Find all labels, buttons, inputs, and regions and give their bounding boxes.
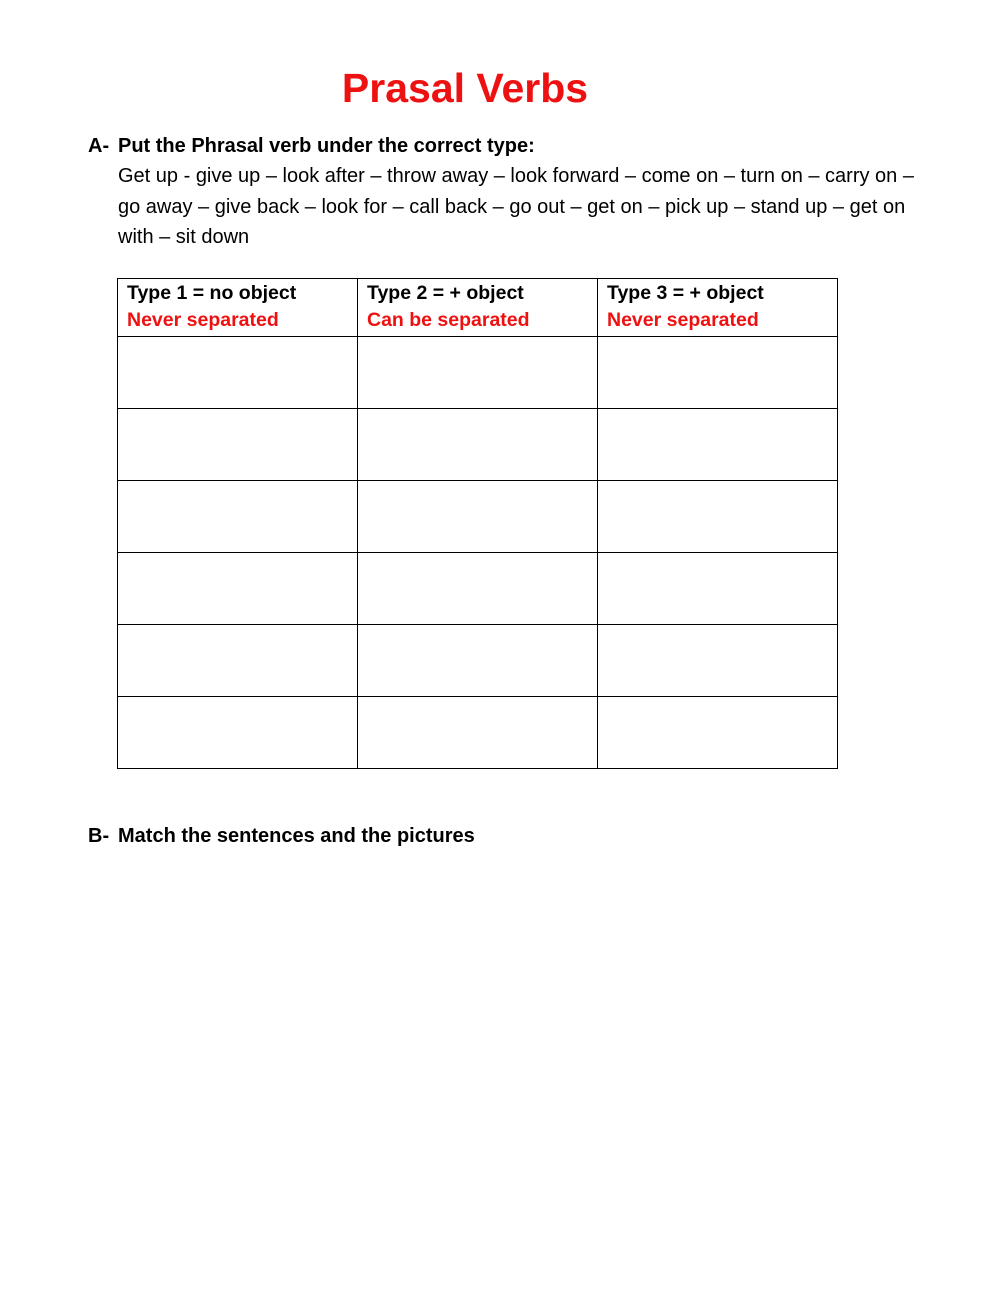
table-row [118,553,838,625]
table-cell[interactable] [358,337,598,409]
column-rule-label: Never separated [607,309,759,331]
table-cell[interactable] [598,409,838,481]
table-cell[interactable] [598,481,838,553]
table-cell[interactable] [118,481,358,553]
section-b-instruction: Match the sentences and the pictures [118,825,475,847]
table-cell[interactable] [598,625,838,697]
phrasal-verb-table [117,278,838,769]
table-cell[interactable] [118,409,358,481]
column-header-type-3 [598,279,838,337]
column-type-label: Type 1 = no object [127,282,297,304]
table-header-row [118,279,838,337]
table-row [118,625,838,697]
table-row [118,337,838,409]
table-cell[interactable] [358,553,598,625]
column-header-type-2 [358,279,598,337]
column-rule-label: Never separated [127,309,279,331]
table-cell[interactable] [598,337,838,409]
table-cell[interactable] [358,481,598,553]
table-cell[interactable] [598,697,838,769]
column-header-type-1 [118,279,358,337]
section-a-heading [88,133,535,159]
column-type-label: Type 2 = + object [367,282,524,304]
page-title: Prasal Verbs [341,65,589,111]
table-cell[interactable] [118,337,358,409]
section-a-marker: A- [88,135,110,157]
table-row [118,697,838,769]
column-rule-label: Can be separated [367,309,530,331]
column-type-label: Type 3 = + object [607,282,764,304]
section-a-instruction: Put the Phrasal verb under the correct type: [118,135,535,157]
table-row [118,481,838,553]
table-cell[interactable] [118,625,358,697]
table-cell[interactable] [358,625,598,697]
phrasal-verb-list: Get up - give up – look after – throw away – look forward – come on – turn on – carry on – go away – give back – look for – call back – go out – get on – pick up – stand up – get on with – sit down [118,165,914,248]
section-b-heading [88,823,475,849]
table-cell[interactable] [598,553,838,625]
table-cell[interactable] [358,409,598,481]
table-cell[interactable] [118,697,358,769]
section-b-marker: B- [88,825,110,847]
table-cell[interactable] [118,553,358,625]
table-cell[interactable] [358,697,598,769]
table-row [118,409,838,481]
